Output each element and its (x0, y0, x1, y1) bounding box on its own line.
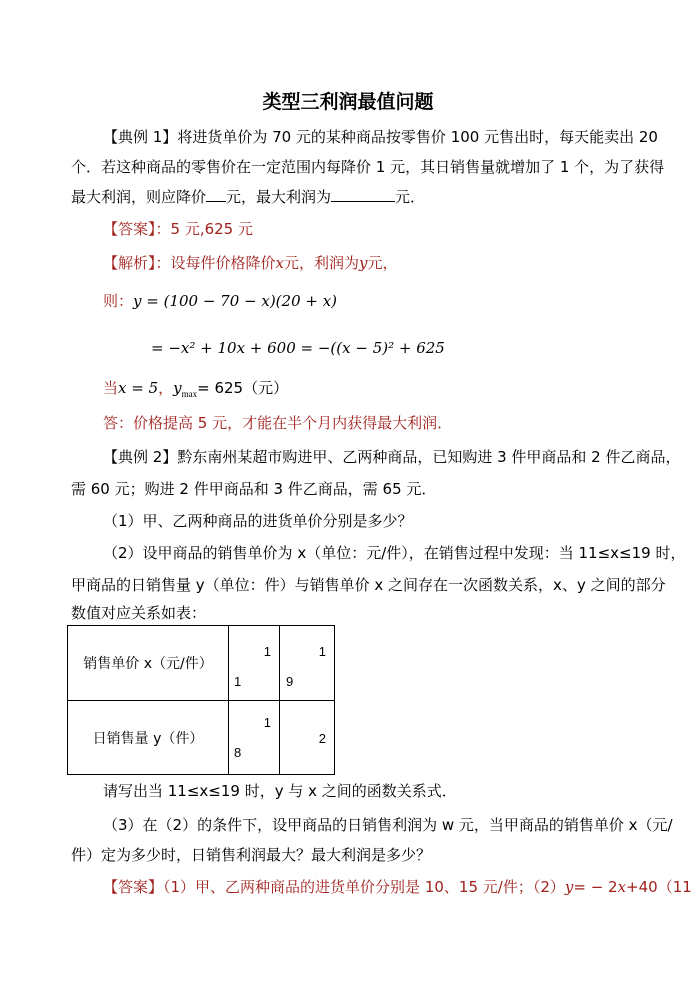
r1c2-top: 1 (318, 644, 326, 659)
analysis1-text-a: ：设每件价格降价 (155, 254, 276, 272)
formula3-e: = 625（元） (197, 379, 289, 397)
example1-label: 【典例 1】 (103, 128, 178, 146)
formula-line-3 (103, 378, 288, 404)
formula3-c: ， (158, 379, 174, 397)
analysis1-label: 【解析】 (103, 254, 156, 272)
example2-q1: （1）甲、乙两种商品的进货单价分别是多少？ (103, 512, 413, 530)
table-cell (280, 626, 335, 701)
example1-line3 (71, 187, 425, 207)
formula2-expr: = −x² + 10x + 600 = −((x − 5)² + 625 (151, 339, 445, 357)
analysis1-text-b: 元，利润为 (284, 254, 360, 272)
r2c2-value: 2 (318, 731, 326, 746)
r1c1-bottom: 1 (234, 674, 242, 689)
answer2-text-a: （1）甲、乙两种商品的进货单价分别是 10、15 元/件；（2） (163, 878, 565, 896)
formula3-sub: max (181, 389, 198, 399)
example1-line1 (103, 127, 658, 147)
answer1 (103, 219, 253, 239)
table-cell (229, 701, 280, 775)
formula-line-2 (151, 338, 445, 358)
formula3-b: x = 5 (118, 379, 159, 397)
formula1-prefix: 则： (103, 292, 134, 310)
r1c2-bottom: 9 (286, 674, 294, 689)
r2c1-top: 1 (263, 715, 271, 730)
example1-line3-a: 最大利润，则应降价 (71, 188, 207, 206)
example2-q2-line2: 甲商品的日销售量 y（单位：件）与销售单价 x 之间存在一次函数关系，x、y 之间的部分 (71, 576, 666, 594)
formula3-a: 当 (103, 379, 119, 397)
answer2 (103, 877, 692, 897)
table-row1-label (68, 626, 229, 701)
table-cell (229, 626, 280, 701)
example2-text-line1: 黔东南州某超市购进甲、乙两种商品，已知购进 3 件甲商品和 2 件乙商品， (177, 448, 681, 466)
example2-label: 【典例 2】 (103, 448, 178, 466)
example2-q3-line1: （3）在（2）的条件下，设甲商品的日销售利润为 w 元，当甲商品的销售单价 x（元/ (103, 816, 673, 834)
example1-line3-b: 元，最大利润为 (226, 188, 332, 206)
example1-line3-c: 元． (395, 188, 426, 206)
table-row2-label (68, 701, 229, 775)
blank-1 (206, 187, 226, 202)
answer1-text: ：5 元,625 元 (155, 220, 253, 238)
answer2-var-y: y (564, 878, 574, 896)
row2-label-text: 日销售量 y（件） (92, 730, 204, 747)
blank-2 (331, 187, 395, 202)
answer2-text-e: +40（11 (626, 878, 692, 896)
analysis1-text-c: 元， (367, 254, 398, 272)
analysis1 (103, 253, 398, 273)
formula-line-1 (103, 291, 337, 311)
value-table (67, 625, 335, 775)
example2-q2-line3: 数值对应关系如表： (71, 604, 207, 622)
answer2-text-c: = − 2 (573, 878, 618, 896)
table-cell (280, 701, 335, 775)
row1-label-text: 销售单价 x（元/件） (83, 656, 213, 672)
r1c1-top: 1 (263, 644, 271, 659)
example1-line2: 个．若这种商品的零售价在一定范围内每降价 1 元，其日销售量就增加了 1 个，为了获得 (71, 158, 665, 176)
formula3-y: y (173, 379, 182, 397)
conclusion1: 答：价格提高 5 元，才能在半个月内获得最大利润． (103, 414, 453, 432)
example2-q3-line2: 件）定为多少时，日销售利润最大？最大利润是多少？ (71, 846, 432, 864)
example2-line1 (103, 447, 680, 467)
page-title: 类型三利润最值问题 (262, 91, 434, 113)
example2-q2-line1: （2）设甲商品的销售单价为 x（单位：元/件），在销售过程中发现：当 11≤x≤19 时， (103, 544, 686, 562)
table-row (68, 701, 335, 775)
table-row (68, 626, 335, 701)
answer2-var-x: x (617, 878, 627, 896)
example2-q2-after: 请写出当 11≤x≤19 时，y 与 x 之间的函数关系式． (103, 782, 457, 800)
formula1-expr: y = (100 − 70 − x)(20 + x) (133, 292, 338, 310)
analysis1-var-y: y (359, 254, 368, 272)
r2c1-bottom: 8 (234, 745, 242, 760)
answer1-label: 【答案】 (103, 220, 156, 238)
answer2-label: 【答案】 (103, 878, 164, 896)
example1-text-line1: 将进货单价为 70 元的某种商品按零售价 100 元售出时，每天能卖出 20 (177, 128, 658, 146)
example2-line2: 需 60 元；购进 2 件甲商品和 3 件乙商品，需 65 元． (71, 480, 437, 498)
analysis1-var-x: x (275, 254, 284, 272)
